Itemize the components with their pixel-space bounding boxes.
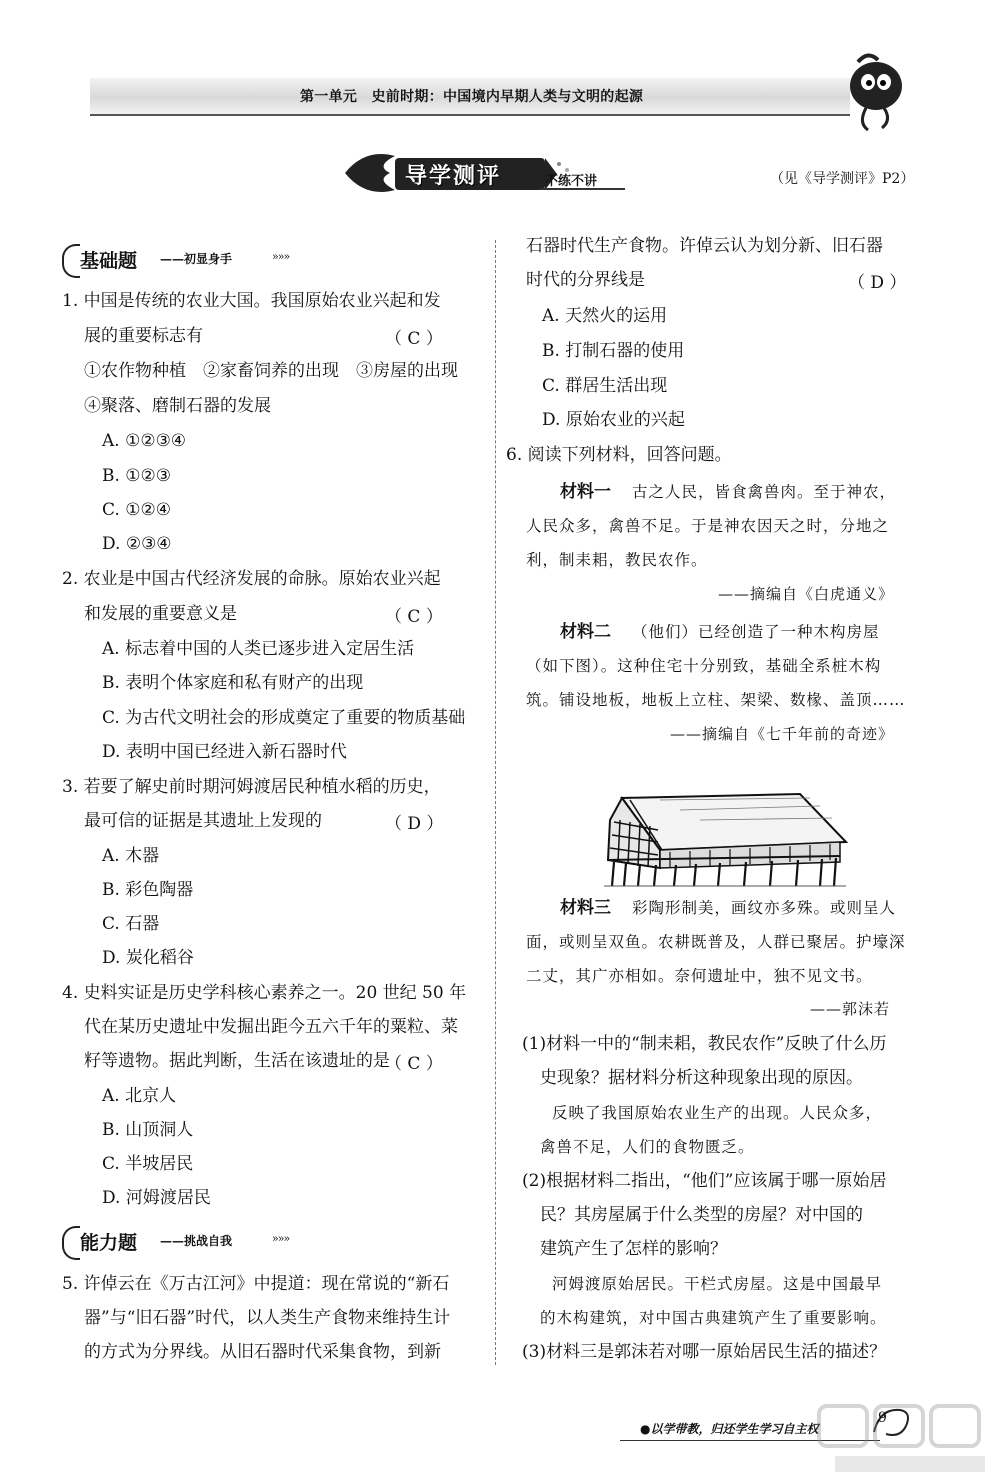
option: B. 彩色陶器 (102, 880, 194, 900)
option: A. 木器 (102, 846, 160, 866)
page-number: 9 (878, 1410, 887, 1426)
option: C. 为古代文明社会的形成奠定了重要的物质基础 (102, 708, 466, 728)
reference-note: （见《导学测评》P2） (770, 171, 915, 187)
banner-title: 导学测评 (405, 164, 502, 189)
answer-6-2-cont: 的木构建筑，对中国古典建筑产生了重要影响。 (540, 1309, 887, 1327)
option: D. 表明中国已经进入新石器时代 (102, 742, 347, 762)
answer-5: （ D ） (848, 273, 907, 293)
option: D. 原始农业的兴起 (542, 410, 685, 430)
option: C. 石器 (102, 914, 160, 934)
option: B. 山顶洞人 (102, 1120, 194, 1140)
answer-2: （ C ） (385, 607, 443, 627)
column-divider (495, 240, 496, 1365)
option: A. 北京人 (102, 1086, 177, 1106)
option: A. ①②③④ (102, 431, 187, 451)
option: A. 标志着中国的人类已逐步进入定居生活 (102, 639, 415, 659)
material-1-source: ——摘编自《白虎通义》 (718, 585, 895, 603)
material-3-source: ——郭沫若 (810, 1000, 891, 1018)
option: B. ①②③ (102, 466, 172, 486)
answer-6-2: 河姆渡原始居民。干栏式房屋。这是中国最早 (552, 1275, 883, 1293)
section-basic-heading: 基础题 ——初显身手 »»» (62, 240, 322, 280)
option: C. 半坡居民 (102, 1154, 194, 1174)
answer-4: （ C ） (385, 1054, 443, 1074)
material-3-label: 材料三 (560, 898, 611, 918)
option: D. ②③④ (102, 534, 172, 554)
option: C. ①②④ (102, 500, 171, 520)
section-ability-heading: 能力题 ——挑战自我 »»» (62, 1222, 322, 1262)
watermark-logo (815, 1400, 995, 1478)
material-2-source: ——摘编自《七千年前的奇迹》 (670, 725, 895, 743)
banner-subtitle: 不练不讲 (545, 174, 598, 189)
answer-6-1: 反映了我国原始农业生产的出现。人民众多， (552, 1104, 883, 1122)
material-1-label: 材料一 (560, 482, 611, 502)
option: A. 天然火的运用 (542, 306, 668, 326)
material-2-label: 材料二 (560, 622, 611, 642)
answer-3: （ D ） (385, 814, 444, 834)
mascot-icon (838, 48, 910, 138)
footer-slogan: ●以学带教，归还学生学习自主权 (640, 1422, 819, 1436)
option: C. 群居生活出现 (542, 376, 668, 396)
answer-6-1-cont: 禽兽不足，人们的食物匮乏。 (540, 1138, 755, 1156)
option: D. 河姆渡居民 (102, 1188, 211, 1208)
unit-title: 第一单元 史前时期：中国境内早期人类与文明的起源 (300, 89, 644, 105)
option: B. 打制石器的使用 (542, 341, 685, 361)
option: D. 炭化稻谷 (102, 948, 194, 968)
answer-1: （ C ） (385, 329, 443, 349)
stilt-house-illustration (600, 790, 850, 890)
option: B. 表明个体家庭和私有财产的出现 (102, 673, 364, 693)
